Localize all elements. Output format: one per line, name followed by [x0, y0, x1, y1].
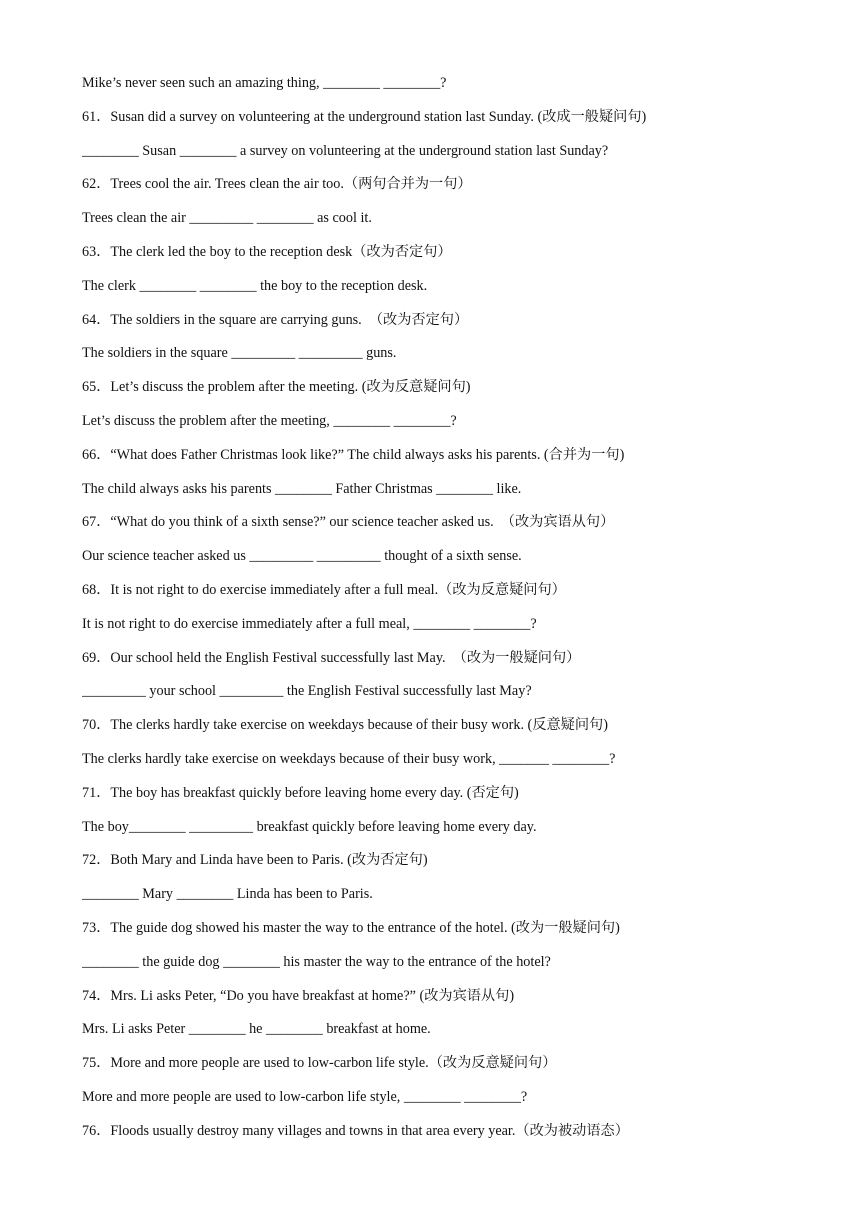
answer-line-68: It is not right to do exercise immediately after a full meal, ________ ________? — [82, 615, 537, 632]
answer-line-71: The boy________ _________ breakfast quickly before leaving home every day. — [82, 818, 537, 835]
question-65: 65．Let’s discuss the problem after the meeting. (改为反意疑问句) — [82, 379, 471, 396]
question-70: 70．The clerks hardly take exercise on weekdays because of their busy work. (反意疑问句) — [82, 717, 608, 734]
question-71: 71．The boy has breakfast quickly before leaving home every day. (否定句) — [82, 784, 519, 801]
answer-line-70: The clerks hardly take exercise on weekdays because of their busy work, _______ ________? — [82, 750, 616, 767]
answer-line-67: Our science teacher asked us _________ _________ thought of a sixth sense. — [82, 548, 522, 565]
question-67: 67．“What do you think of a sixth sense?” our science teacher asked us. （改为宾语从句） — [82, 514, 615, 531]
answer-line-74: Mrs. Li asks Peter ________ he ________ breakfast at home. — [82, 1021, 431, 1038]
exercise-lines — [82, 72, 822, 1154]
question-61: 61．Susan did a survey on volunteering at the underground station last Sunday. (改成一般疑问句) — [82, 108, 647, 125]
question-74: 74．Mrs. Li asks Peter, “Do you have breakfast at home?” (改为宾语从句) — [82, 987, 515, 1004]
question-62: 62．Trees cool the air. Trees clean the air too.（两句合并为一句） — [82, 176, 472, 193]
question-66: 66．“What does Father Christmas look like?” The child always asks his parents. (合并为一句) — [82, 446, 625, 463]
answer-line-72: ________ Mary ________ Linda has been to Paris. — [82, 886, 373, 903]
answer-line-65: Let’s discuss the problem after the meeting, ________ ________? — [82, 412, 457, 429]
answer-line-69: _________ your school _________ the English Festival successfully last May? — [82, 683, 532, 700]
question-72: 72．Both Mary and Linda have been to Paris. (改为否定句) — [82, 852, 428, 869]
answer-line-60: Mike’s never seen such an amazing thing, ________ ________? — [82, 75, 447, 91]
answer-line-61: ________ Susan ________ a survey on volunteering at the underground station last Sunday? — [82, 142, 609, 159]
answer-line-62: Trees clean the air _________ ________ as cool it. — [82, 210, 372, 227]
question-64: 64．The soldiers in the square are carrying guns. （改为否定句） — [82, 311, 469, 328]
answer-line-64: The soldiers in the square _________ _________ guns. — [82, 345, 397, 362]
answer-line-63: The clerk ________ ________ the boy to the reception desk. — [82, 277, 428, 294]
question-69: 69．Our school held the English Festival successfully last May. （改为一般疑问句） — [82, 649, 581, 666]
answer-line-75: More and more people are used to low-carbon life style, ________ ________? — [82, 1088, 528, 1105]
answer-line-73: ________ the guide dog ________ his master the way to the entrance of the hotel? — [82, 953, 551, 970]
question-76: 76．Floods usually destroy many villages and towns in that area every year.（改为被动语态） — [82, 1122, 629, 1139]
answer-line-66: The child always asks his parents ________ Father Christmas ________ like. — [82, 480, 522, 497]
question-75: 75．More and more people are used to low-carbon life style.（改为反意疑问句） — [82, 1055, 557, 1072]
question-73: 73．The guide dog showed his master the way to the entrance of the hotel. (改为一般疑问句) — [82, 919, 620, 936]
question-63: 63．The clerk led the boy to the reception desk（改为否定句） — [82, 243, 452, 260]
question-68: 68．It is not right to do exercise immediately after a full meal.（改为反意疑问句） — [82, 581, 566, 598]
